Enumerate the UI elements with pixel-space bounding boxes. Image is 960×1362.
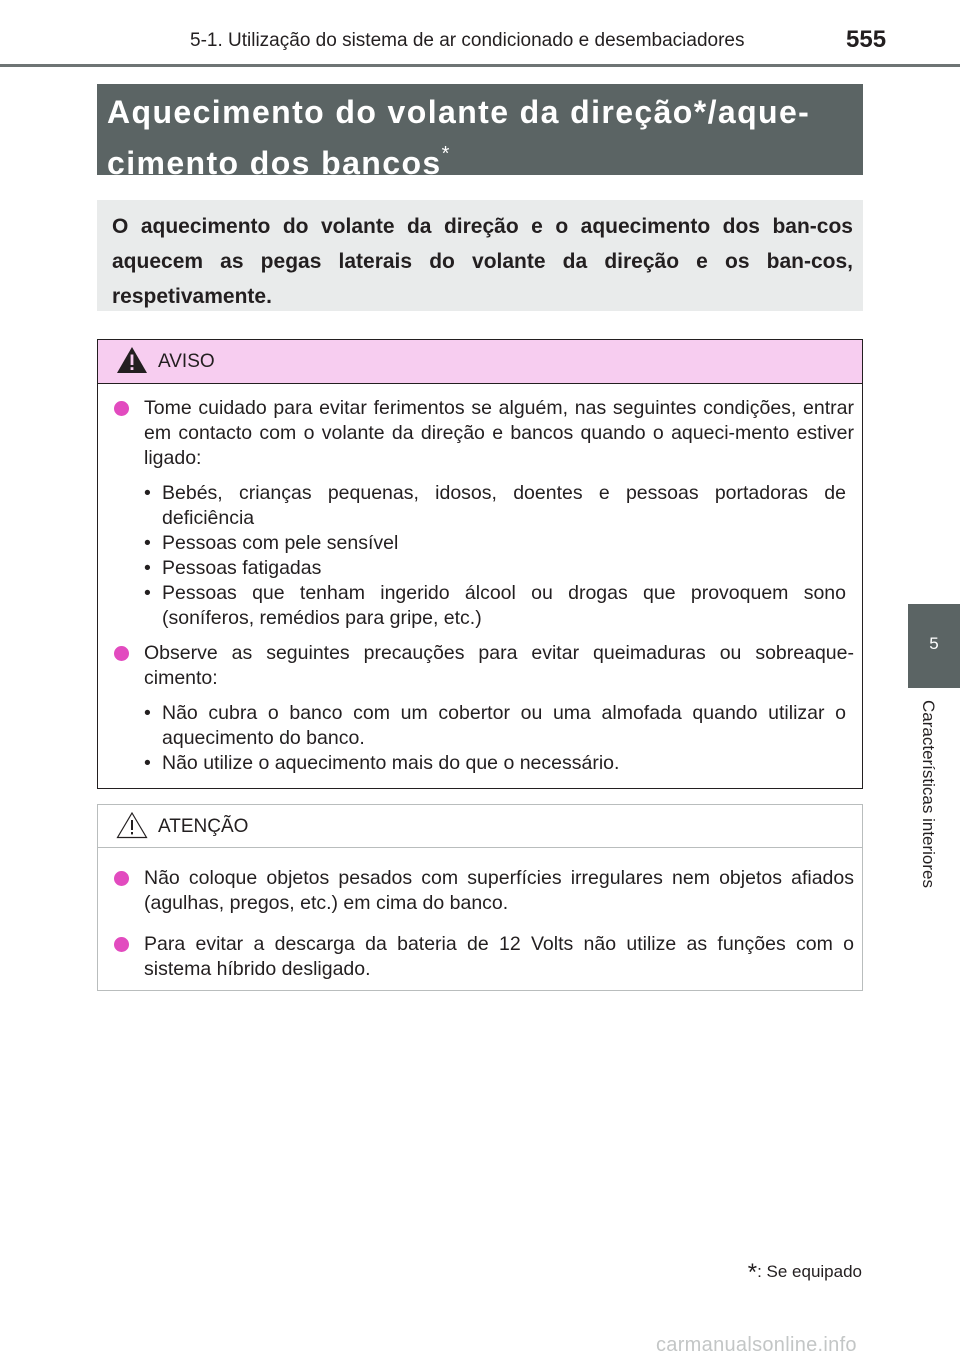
list-item-text: Não utilize o aquecimento mais do que o necessário. [162, 752, 620, 774]
section-title-line2: cimento dos bancos [107, 145, 442, 181]
section-title-box [97, 84, 863, 181]
list-item-text: Pessoas que tenham ingerido álcool ou drogas que provoquem sono (soníferos, remédios para gripe, etc.) [162, 582, 846, 629]
bullet-dot-icon [114, 937, 129, 952]
page-header-section: 5-1. Utilização do sistema de ar condicionado e desembaciadores [190, 30, 745, 51]
warning-box [97, 339, 863, 789]
list-item [114, 481, 854, 531]
warning-sublist [114, 701, 854, 776]
list-item [114, 581, 854, 631]
footnote [748, 1259, 862, 1287]
list-item-text: Pessoas fatigadas [162, 557, 322, 579]
chapter-title: Características interiores [919, 700, 938, 889]
caution-label: ATENÇÃO [158, 816, 249, 837]
list-item-text: Não cubra o banco com um cobertor ou uma almofada quando utilizar o aquecimento do banco. [162, 702, 846, 749]
bullet-icon: • [144, 557, 151, 579]
list-item-text: Pessoas com pele sensível [162, 532, 399, 554]
bullet-icon: • [144, 702, 151, 724]
caution-body [98, 848, 862, 982]
caution-point [114, 866, 854, 916]
page-number: 555 [846, 26, 887, 53]
warning-header [98, 340, 862, 384]
warning-sublist [114, 481, 854, 631]
warning-body [98, 384, 862, 776]
header-rule [0, 64, 960, 67]
caution-box [97, 804, 863, 991]
list-item [114, 556, 854, 581]
footnote-asterisk: * [747, 1259, 758, 1286]
warning-point [114, 396, 854, 471]
intro-box [97, 200, 863, 311]
bullet-dot-icon [114, 401, 129, 416]
warning-point [114, 641, 854, 691]
list-item-text: Bebés, crianças pequenas, idosos, doentes e pessoas portadoras de deficiência [162, 482, 846, 529]
list-item [114, 751, 854, 776]
chapter-tab [908, 604, 960, 688]
bullet-dot-icon [114, 871, 129, 886]
watermark: carmanualsonline.info [656, 1334, 857, 1356]
footnote-text: : Se equipado [757, 1262, 862, 1281]
bullet-icon: • [144, 752, 151, 774]
chapter-number: 5 [929, 634, 939, 653]
bullet-icon: • [144, 582, 151, 604]
title-asterisk: * [441, 143, 451, 165]
bullet-dot-icon [114, 646, 129, 661]
warning-label: AVISO [158, 351, 215, 372]
caution-triangle-icon [116, 811, 148, 839]
caution-header [98, 805, 862, 848]
warning-point-text: Observe as seguintes precauções para evitar queimaduras ou sobreaque-cimento: [144, 642, 854, 689]
intro-text: O aquecimento do volante da direção e o aquecimento dos ban-cos aquecem as pegas laterais do volante da direção e os ban-cos, respetivamente. [112, 215, 853, 308]
caution-point-text: Não coloque objetos pesados com superfícies irregulares nem objetos afiados (agulhas, pregos, etc.) em cima do banco. [144, 867, 854, 914]
caution-point [114, 932, 854, 982]
warning-triangle-icon [116, 346, 148, 374]
caution-point-text: Para evitar a descarga da bateria de 12 Volts não utilize as funções com o sistema híbrido desligado. [144, 933, 854, 980]
bullet-icon: • [144, 532, 151, 554]
section-title [107, 91, 853, 184]
section-title-line1: Aquecimento do volante da direção*/aque- [107, 94, 811, 130]
list-item [114, 531, 854, 556]
warning-point-text: Tome cuidado para evitar ferimentos se alguém, nas seguintes condições, entrar em contacto com o volante da direção e bancos quando o aqueci-mento estiver ligado: [144, 397, 854, 469]
bullet-icon: • [144, 482, 151, 504]
list-item [114, 701, 854, 751]
